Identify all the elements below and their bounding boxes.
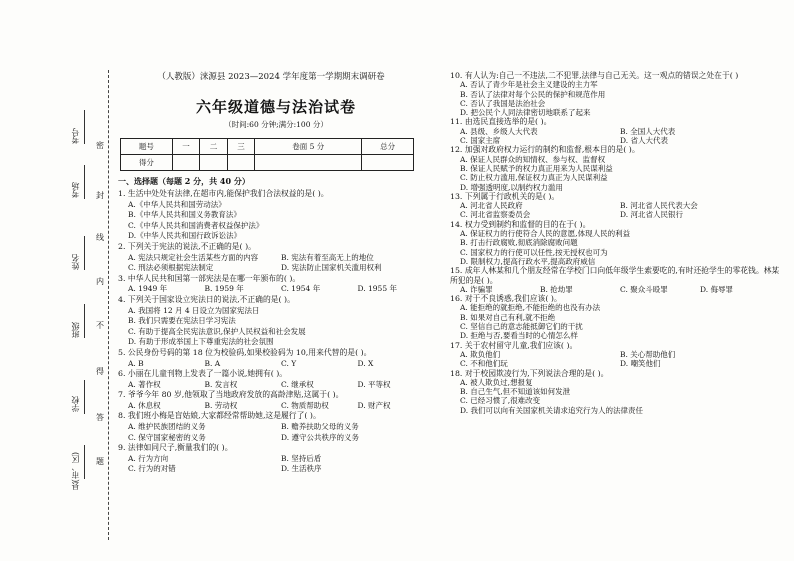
option: D. 1955 年 bbox=[357, 284, 397, 294]
option: D. 限制权力,提高行政水平,提高政府威信 bbox=[460, 256, 596, 266]
score-cell[interactable] bbox=[255, 155, 362, 171]
option: D. 省人大代表 bbox=[620, 136, 669, 146]
seal-char: 封 bbox=[96, 191, 104, 200]
seal-char: 密 bbox=[96, 141, 104, 150]
seal-char: 线 bbox=[96, 233, 104, 242]
score-header-cell: 总分 bbox=[362, 139, 414, 155]
field-school-line bbox=[84, 380, 85, 414]
question-2 bbox=[118, 242, 434, 274]
question-9 bbox=[118, 443, 434, 475]
field-class: 班级 bbox=[71, 322, 80, 338]
right-column bbox=[450, 71, 780, 415]
option: B. 打击行政腐败,彻底消除腐败问题 bbox=[460, 238, 578, 248]
option: D. 有助于形成举国上下尊重宪法的社会氛围 bbox=[128, 337, 274, 347]
option: D. 河北省人民银行 bbox=[620, 210, 684, 220]
section-title: 一、选择题（每题 2 分，共 40 分） bbox=[118, 176, 250, 186]
option: C. 有助于提高全民宪法意识,保护人民权益和社会发展 bbox=[128, 326, 306, 336]
option: D. 拒绝与否,要看当时的心情怎么样 bbox=[460, 331, 578, 341]
field-exam-room-line bbox=[84, 165, 85, 199]
question-11 bbox=[450, 117, 780, 145]
question-stem: 2. 下列关于宪法的说法,不正确的是( )。 bbox=[118, 241, 256, 251]
field-school: 学校 bbox=[71, 396, 80, 412]
question-stem: 1. 生活中处处有法律,在超市内,能保护我们合法权益的是( )。 bbox=[118, 189, 329, 198]
option: C.《中华人民共和国消费者权益保护法》 bbox=[128, 220, 264, 230]
option: B. 保证人民赋予的权力真正用来为人民谋利益 bbox=[460, 163, 613, 173]
option: D. 嘲笑他们 bbox=[620, 359, 661, 369]
score-cell[interactable] bbox=[200, 155, 228, 171]
option: C. 1954 年 bbox=[281, 284, 321, 294]
question-5 bbox=[118, 348, 434, 369]
option: C. 继承权 bbox=[281, 379, 314, 389]
option: A. 维护民族团结的义务 bbox=[128, 422, 206, 432]
option: A. 著作权 bbox=[128, 379, 161, 389]
question-6 bbox=[118, 369, 434, 390]
question-stem: 10. 有人认为:自己一不违法,二不犯罪,法律与自己无关。这一观点的错误之处在于( ) bbox=[450, 71, 739, 80]
option: A. 保证人民群众的知情权、参与权、监督权 bbox=[460, 154, 606, 164]
option: B. 赡养扶助父母的义务 bbox=[281, 422, 359, 432]
option: C. 聚众斗殴罪 bbox=[620, 284, 668, 294]
option: B. 全国人大代表 bbox=[620, 126, 676, 136]
seal-char: 答 bbox=[96, 413, 104, 422]
question-15 bbox=[450, 266, 780, 294]
option: B. 关心帮助他们 bbox=[620, 349, 676, 359]
question-12 bbox=[450, 145, 780, 191]
option: C. 不和他们玩 bbox=[460, 359, 508, 369]
question-3 bbox=[118, 274, 434, 295]
option: D. 增强透明度,以制约权力滥用 bbox=[460, 182, 563, 192]
option: A. 否认了青少年是社会主义建设的主力军 bbox=[460, 80, 598, 90]
seal-char: 得 bbox=[96, 367, 104, 376]
score-table-score-row bbox=[121, 155, 414, 171]
option: B. 我们只需要在宪法日学习宪法 bbox=[128, 316, 236, 326]
field-class-line bbox=[84, 304, 85, 338]
option: D. 遵守公共秩序的义务 bbox=[281, 432, 360, 442]
option: A. 河北省人民政府 bbox=[460, 201, 523, 211]
question-17 bbox=[450, 341, 780, 369]
option: C. 坚信自己的意志能抵御它们的干扰 bbox=[460, 322, 583, 332]
option: D. 我们可以向有关国家机关请求追究行为人的法律责任 bbox=[460, 405, 644, 415]
score-header-cell: 三 bbox=[227, 139, 255, 155]
field-name: 姓名 bbox=[71, 254, 80, 270]
question-stem: 8. 我们班小梅是盲姑娘,大家都经常帮助她,这是履行了( )。 bbox=[118, 411, 321, 421]
question-stem: 7. 爷爷今年 80 岁,他领取了当地政府发放的高龄津贴,这属于( )。 bbox=[118, 390, 344, 400]
question-8 bbox=[118, 411, 434, 443]
option: A. 诈骗罪 bbox=[460, 284, 493, 294]
option: D.《中华人民共和国行政诉讼法》 bbox=[128, 231, 242, 241]
option: D. 把公民个人同法律密切地联系了起来 bbox=[460, 108, 591, 118]
option: B. 自己生气,但不知道该如何发泄 bbox=[460, 387, 571, 397]
option: A. 能拒绝的就拒绝,不能拒绝的也没有办法 bbox=[460, 303, 601, 313]
question-stem: 9. 法律如同尺子,衡量我们的( )。 bbox=[118, 443, 233, 453]
option: C. 防止权力滥用,保证权力真正为人民谋利益 bbox=[460, 173, 608, 183]
score-table bbox=[120, 138, 414, 171]
option: C. Y bbox=[281, 358, 297, 368]
option: D. 生活秩序 bbox=[281, 464, 322, 474]
binding-strip bbox=[0, 0, 110, 561]
option: B. 发言权 bbox=[204, 379, 238, 389]
option: B. 宪法有着至高无上的地位 bbox=[281, 252, 374, 262]
option: A. 欺负他们 bbox=[460, 349, 501, 359]
question-stem: 11. 由选民直接选举的是( )。 bbox=[450, 117, 552, 127]
option: A. 保证权力的行使符合人民的意愿,体现人民的利益 bbox=[460, 229, 631, 239]
question-stem: 12. 加强对政府权力运行的制约和监督,根本目的是( )。 bbox=[450, 145, 640, 155]
option: B. 如果对自己有利,就不拒绝 bbox=[460, 312, 556, 322]
option: A. 我国将 12 月 4 日设立为国家宪法日 bbox=[128, 305, 260, 315]
option: C. 河北省监察委员会 bbox=[460, 210, 531, 220]
question-stem: 5. 公民身份号码的第 18 位为校验码,如果校验码为 10,用来代替的是( )。 bbox=[118, 347, 372, 357]
question-7 bbox=[118, 390, 434, 411]
option: D. 宪法防止国家机关滥用权利 bbox=[281, 263, 382, 273]
option: A. 被人欺负过,想报复 bbox=[460, 377, 533, 387]
option: B. 1959 年 bbox=[204, 284, 244, 294]
question-14 bbox=[450, 220, 780, 266]
question-4 bbox=[118, 295, 434, 348]
score-table-header-row bbox=[121, 139, 414, 155]
question-18 bbox=[450, 369, 780, 415]
score-header-cell: 题号 bbox=[121, 139, 173, 155]
seal-line bbox=[108, 70, 109, 540]
question-stem: 17. 关于农村留守儿童,我们应该( )。 bbox=[450, 340, 578, 350]
option: A. 行为方向 bbox=[128, 453, 169, 463]
score-cell[interactable] bbox=[362, 155, 414, 171]
option: C. 行为的对错 bbox=[128, 464, 176, 474]
score-header-cell: 二 bbox=[200, 139, 228, 155]
option: C. 国家主席 bbox=[460, 136, 501, 146]
option: A. B bbox=[128, 358, 144, 368]
field-exam-number-line bbox=[84, 110, 85, 144]
question-stem: 14. 权力受到制约和监督的目的在于( )。 bbox=[450, 219, 591, 229]
option: D. 平等权 bbox=[357, 379, 391, 389]
option: B. 河北省人民代表大会 bbox=[620, 201, 698, 211]
question-10 bbox=[450, 71, 780, 117]
question-stem: 18. 对于校园欺凌行为,下列说法合理的是( )。 bbox=[450, 368, 609, 378]
question-1 bbox=[118, 189, 434, 242]
question-stem: 6. 小丽在儿童刊物上发表了一篇小说,她拥有( )。 bbox=[118, 369, 288, 379]
score-cell[interactable] bbox=[227, 155, 255, 171]
option: B. 坚持后盾 bbox=[281, 453, 322, 463]
score-header-cell: 卷面 5 分 bbox=[255, 139, 362, 155]
question-13 bbox=[450, 192, 780, 220]
option: D. 侮辱罪 bbox=[700, 284, 734, 294]
option: A.《中华人民共和国劳动法》 bbox=[128, 199, 226, 209]
option: C. 刑法必须根据宪法制定 bbox=[128, 263, 214, 273]
question-stem: 13. 下列属于行政机关的是( )。 bbox=[450, 191, 560, 201]
option: D. 财产权 bbox=[357, 400, 391, 410]
seal-char: 内 bbox=[96, 277, 104, 286]
option: B.《中华人民共和国义务教育法》 bbox=[128, 210, 241, 220]
seal-char: 题 bbox=[96, 457, 104, 466]
question-stem: 16. 对于不良诱惑,我们应该( )。 bbox=[450, 294, 562, 304]
field-exam-number: 考号 bbox=[71, 128, 80, 144]
option: A. 休息权 bbox=[128, 400, 161, 410]
left-column bbox=[118, 70, 434, 475]
field-name-line bbox=[84, 236, 85, 270]
option: C. 否认了我国是法治社会 bbox=[460, 98, 546, 108]
score-header-cell: 一 bbox=[172, 139, 200, 155]
field-exam-room: 考场 bbox=[71, 182, 80, 198]
exam-header-line: （人教版）涞源县 2023—2024 学年度第一学期期末调研卷 bbox=[157, 72, 385, 82]
question-stem: 15. 成年人林某和几个朋友经常在学校门口向低年级学生索要吃的,有时还抢学生的零花钱。林某所犯的是( )。 bbox=[450, 266, 780, 285]
question-16 bbox=[450, 294, 780, 340]
option: B. 抢劫罪 bbox=[540, 284, 573, 294]
option: D. X bbox=[357, 358, 374, 368]
score-row-label: 得分 bbox=[121, 155, 173, 171]
seal-char: 不 bbox=[96, 321, 104, 330]
option: C. 已经习惯了,很难改变 bbox=[460, 396, 541, 406]
option: B. 劳动权 bbox=[204, 400, 238, 410]
question-stem: 4. 下列关于国家设立宪法日的说法,不正确的是( )。 bbox=[118, 294, 295, 304]
question-stem: 3. 中华人民共和国第一部宪法是在哪一年颁布的( )。 bbox=[118, 273, 301, 283]
option: B. A bbox=[204, 358, 221, 368]
option: C. 物质帮助权 bbox=[281, 400, 329, 410]
exam-subtitle: （时间:60 分钟;满分:100 分） bbox=[224, 120, 328, 129]
option: A. 宪法只规定社会生活某些方面的内容 bbox=[128, 252, 259, 262]
option: C. 保守国家秘密的义务 bbox=[128, 432, 206, 442]
option: A. 1949 年 bbox=[128, 284, 168, 294]
exam-title: 六年级道德与法治试卷 bbox=[195, 98, 356, 116]
option: A. 县级、乡级人大代表 bbox=[460, 126, 538, 136]
option: B. 否认了法律对每个公民的保护和规范作用 bbox=[460, 89, 606, 99]
field-county-line bbox=[84, 445, 85, 479]
field-county: 县(市、区) bbox=[71, 452, 80, 491]
option: C. 国家权力的行使可以任性,按无授权也可为 bbox=[460, 247, 608, 257]
score-cell[interactable] bbox=[172, 155, 200, 171]
